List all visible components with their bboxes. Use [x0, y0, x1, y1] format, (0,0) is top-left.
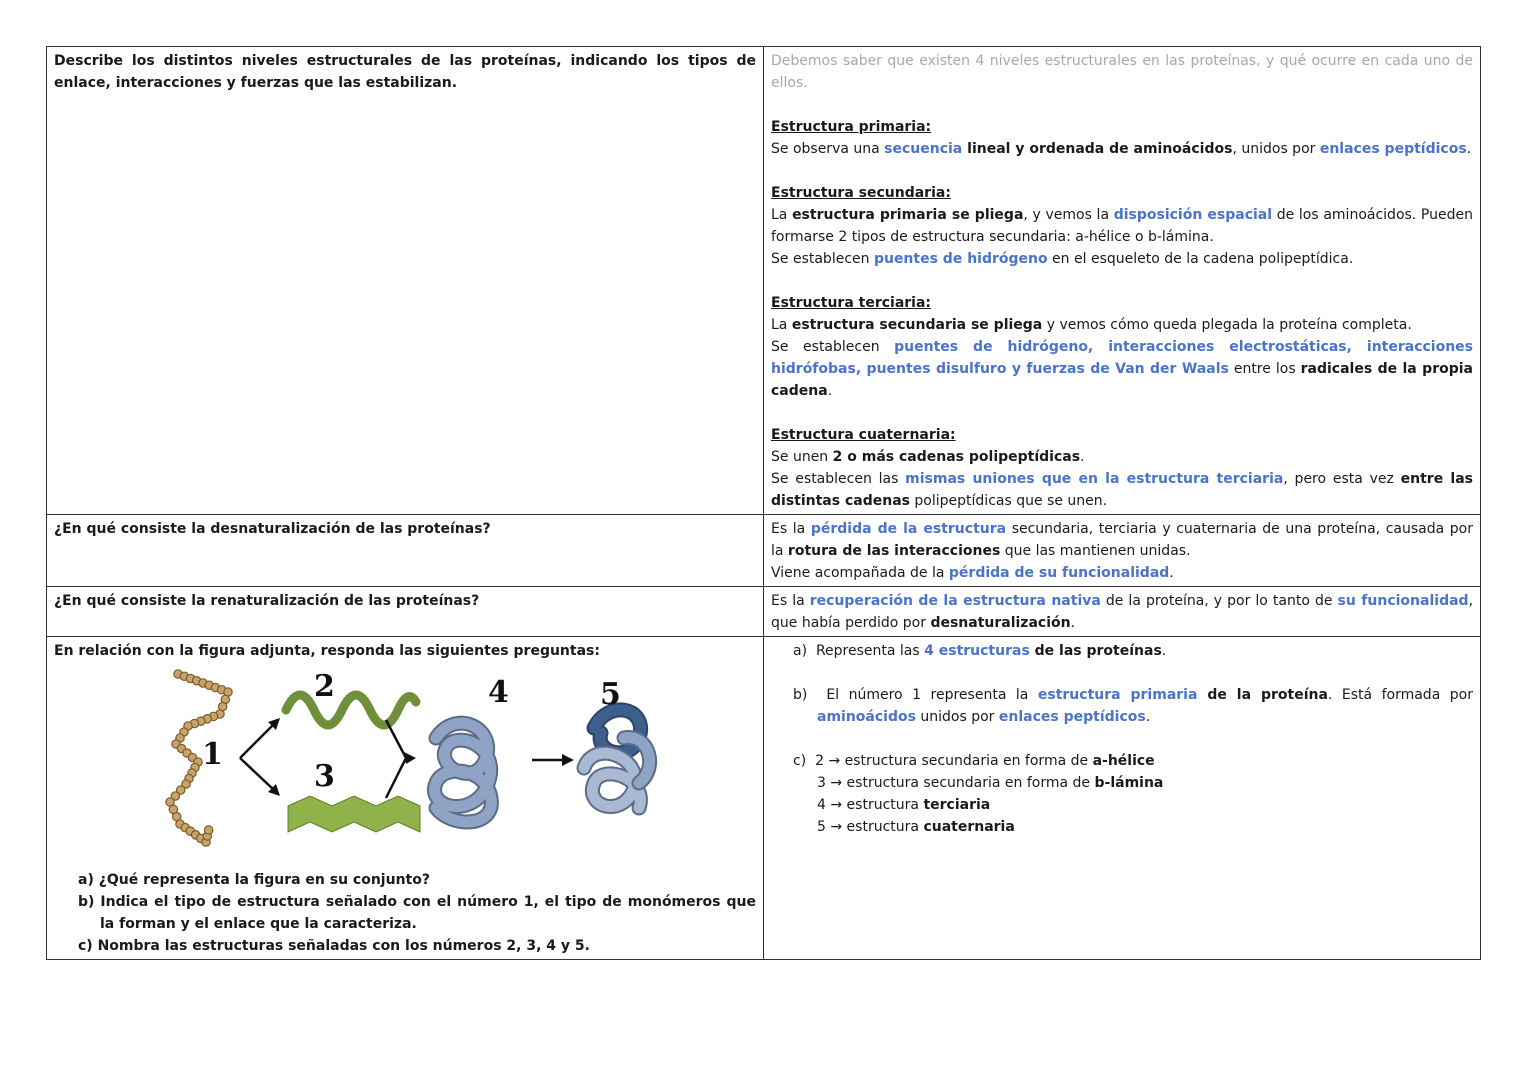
figure-label-3: 3 [314, 759, 335, 794]
number: 4 [817, 797, 826, 813]
text: Es la [771, 521, 811, 537]
item-prefix: c) [793, 753, 807, 769]
keyword: cuaternaria [923, 819, 1015, 835]
keyword: b-lámina [1094, 775, 1164, 791]
answer-c [771, 750, 1473, 838]
figure-label-1: 1 [202, 737, 223, 772]
sub-question-c: c) Nombra las estructuras señaladas con los números 2, 3, 4 y 5. [78, 938, 590, 954]
text: . [1169, 565, 1174, 581]
text: Se establecen las [771, 471, 906, 487]
highlight: pérdida de la estructura [810, 521, 1007, 537]
text: estructura [842, 797, 924, 813]
item-prefix: b) [793, 687, 808, 703]
text: . [1080, 449, 1085, 465]
quaternary-structure [584, 710, 650, 808]
text: . [827, 383, 833, 399]
question-structural-levels: Describe los distintos niveles estructurales de las proteínas, indicando los tipos de enlace, interacciones y fuerzas que las estabilizan. [47, 47, 764, 515]
text: Se establecen [771, 339, 895, 355]
tertiary-structure [435, 723, 492, 822]
text: Se establecen [771, 251, 874, 267]
intro-text: Debemos saber que existen 4 niveles estructurales en las proteínas, y qué ocurre en cada uno de ellos. [771, 53, 1473, 91]
arrow-head-icon [562, 754, 574, 766]
title-cuaternaria: Estructura cuaternaria: [771, 427, 956, 443]
highlight: estructura primaria [1037, 687, 1198, 703]
highlight: disposición espacial [1113, 207, 1273, 223]
number: 5 [817, 819, 826, 835]
keyword: terciaria [923, 797, 991, 813]
text: , pero esta vez [1283, 471, 1401, 487]
text: Es la [771, 593, 810, 609]
sub-question-b: b) Indica el tipo de estructura señalado con el número 1, el tipo de monómeros que la forman y el enlace que la caracteriza. [78, 894, 756, 932]
figure-label-5: 5 [600, 677, 621, 712]
answer-structural-levels [764, 47, 1481, 515]
text: , y vemos la [1023, 207, 1114, 223]
highlight: su funcionalidad [1337, 593, 1469, 609]
question-figura [47, 637, 764, 960]
highlight: recuperación de la estructura nativa [809, 593, 1101, 609]
title-secundaria: Estructura secundaria: [771, 185, 951, 201]
keyword: rotura de las interacciones [787, 543, 1001, 559]
text: que las mantienen unidas. [1000, 543, 1191, 559]
text: Se unen [771, 449, 833, 465]
row-renaturalizacion [47, 587, 1481, 637]
text: . [1145, 709, 1151, 725]
arrow-head-icon [404, 752, 416, 764]
arrow-icon: → [830, 819, 843, 835]
beta-sheet [288, 796, 420, 832]
highlight: pérdida de su funcionalidad [948, 565, 1170, 581]
protein-structure-figure [154, 668, 684, 848]
text: Se observa una [771, 141, 885, 157]
highlight: aminoácidos [817, 709, 916, 725]
keyword: a-hélice [1092, 753, 1155, 769]
arrow-icon: → [830, 797, 843, 813]
text: polipeptídicas que se unen. [909, 493, 1108, 509]
answer-a [771, 640, 1473, 662]
answer-b [771, 684, 1473, 728]
question-renaturalizacion: ¿En qué consiste la renaturalización de las proteínas? [47, 587, 764, 637]
title-terciaria: Estructura terciaria: [771, 295, 932, 311]
section-primaria [771, 116, 1473, 160]
highlight: secuencia [884, 141, 963, 157]
alpha-helix [286, 695, 416, 725]
keyword: radicales de la propia cadena [771, 361, 1473, 399]
highlight: 4 estructuras [924, 643, 1030, 659]
text: El número 1 representa la [826, 687, 1038, 703]
figure-label-2: 2 [314, 669, 335, 704]
text: en el esqueleto de la cadena polipeptídica. [1047, 251, 1354, 267]
sub-question-a: a) ¿Qué representa la figura en su conjunto? [78, 872, 430, 888]
text: Viene acompañada de la [771, 565, 949, 581]
keyword: estructura secundaria se pliega [791, 317, 1043, 333]
keyword: desnaturalización [930, 615, 1071, 631]
text: . Está formada por [1327, 687, 1473, 703]
text: , unidos por [1232, 141, 1320, 157]
section-cuaternaria [771, 424, 1473, 512]
text: La [771, 207, 793, 223]
answer-c-line-5 [771, 816, 1473, 838]
text: estructura secundaria en forma de [840, 753, 1093, 769]
text: de los aminoácidos. Pueden formarse 2 tipos de estructura secundaria: a-hélice o b-lámina. [771, 207, 1473, 245]
keyword: estructura primaria se pliega [792, 207, 1024, 223]
keyword: lineal y ordenada de aminoácidos [962, 141, 1233, 157]
amino-acid-bead [204, 826, 212, 834]
keyword: entre las distintas cadenas [771, 471, 1473, 509]
number: 3 [817, 775, 826, 791]
arrow-icon: → [830, 775, 843, 791]
text: unidos por [915, 709, 999, 725]
text: La [771, 317, 792, 333]
answer-c-line-2 [771, 750, 1473, 772]
keyword: 2 o más cadenas polipeptídicas [832, 449, 1081, 465]
text: estructura [842, 819, 924, 835]
title-primaria: Estructura primaria: [771, 119, 932, 135]
highlight: puentes de hidrógeno, interacciones electrostáticas, interacciones hidrófobas, puentes disulfuro y fuerzas de Van der Waals [771, 339, 1474, 377]
answer-desnaturalizacion [764, 515, 1481, 587]
answer-c-line-3 [771, 772, 1473, 794]
answer-c-line-4 [771, 794, 1473, 816]
row-desnaturalizacion [47, 515, 1481, 587]
section-terciaria [771, 292, 1473, 402]
answer-figura [764, 637, 1481, 960]
figure-question-title: En relación con la figura adjunta, responda las siguientes preguntas: [54, 643, 600, 659]
text: y vemos cómo queda plegada la proteína completa. [1042, 317, 1412, 333]
arrows-to-tertiary [386, 720, 406, 798]
text: . [1070, 615, 1076, 631]
text: . [1161, 643, 1167, 659]
figure-sub-questions [54, 869, 756, 957]
section-secundaria [771, 182, 1473, 270]
row-structural-levels [47, 47, 1481, 515]
figure-label-4: 4 [488, 675, 509, 710]
highlight: enlaces peptídicos [1319, 141, 1467, 157]
highlight: enlaces peptídicos [998, 709, 1146, 725]
number: 2 [815, 753, 824, 769]
answer-renaturalizacion [764, 587, 1481, 637]
row-figura [47, 637, 1481, 960]
text: Representa las [815, 643, 925, 659]
highlight: puentes de hidrógeno [873, 251, 1048, 267]
arrow-icon: → [828, 753, 841, 769]
item-prefix: a) [793, 643, 808, 659]
text: de la proteína, y por lo tanto de [1100, 593, 1338, 609]
text: . [1466, 141, 1472, 157]
keyword: de la proteína [1197, 687, 1328, 703]
text: entre los [1228, 361, 1301, 377]
arrows-from-primary [240, 724, 274, 790]
qa-table [46, 46, 1481, 960]
text: estructura secundaria en forma de [842, 775, 1095, 791]
question-desnaturalizacion: ¿En qué consiste la desnaturalización de las proteínas? [47, 515, 764, 587]
keyword: de las proteínas [1029, 643, 1162, 659]
highlight: mismas uniones que en la estructura terciaria [905, 471, 1284, 487]
text: , que había perdido por [771, 593, 1474, 631]
text: secundaria, terciaria y cuaternaria de una proteína, causada por la [771, 521, 1474, 559]
